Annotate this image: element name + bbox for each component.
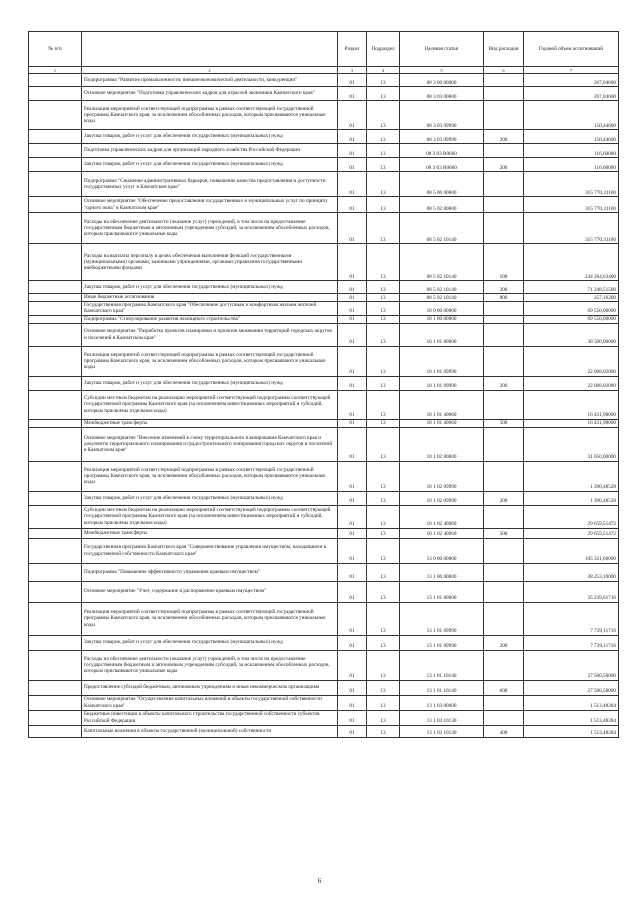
cell-section: 01 [338,130,367,144]
cell-name: Реализация мероприятий соответствующей подпрограммы в рамках соответствующей государственной программы Камчатского края, за исключением обособленных расходов, которым присваиваются уникальные коды [82,602,338,635]
cell-name: Закупка товаров, работ и услуг для обеспечения государственных (муниципальных) нужд [82,635,338,650]
cell-name: Межбюджетные трансферты [82,419,338,427]
cell-name: Реализация мероприятий соответствующей подпрограммы в рамках соответствующей государственной программы Камчатского края, за исключением обособленных расходов, которым присваиваются уникальные коды [82,101,338,130]
cell-name: Капитальные вложения в объекты государственной (муниципальной) собственности [82,725,338,737]
table-row [29,158,619,172]
cell-amount: 315 770,31100 [524,172,619,197]
cell-target-article: 13 1 01 10140 [400,650,484,680]
cell-amount: 150,44600 [524,101,619,130]
cell-name: Субсидии местным бюджетам на реализацию мероприятий соответствующей подпрограммы соответствующей государственной программы Камчатского края (за исключением инвестиционных мероприятий и субсидий, которым присвоены отдельные коды) [82,505,338,528]
cell-expense-type [484,315,524,323]
cell-target-article: 10 1 01 40060 [400,419,484,427]
table-row [29,315,619,323]
cell-name: Основное мероприятие "Обеспечение предоставления государственных и муниципальных услуг по принципу "одного окна" в Камчатском крае" [82,197,338,213]
cell-target-article: 13 1 01 09990 [400,602,484,635]
budget-table [28,31,619,738]
cell-number [29,172,82,197]
header-section: Раздел [338,32,367,67]
cell-number [29,74,82,87]
cell-section: 01 [338,101,367,130]
cell-subsection: 13 [367,505,400,528]
cell-subsection: 13 [367,74,400,87]
cell-target-article: 08 5 00 00000 [400,172,484,197]
cell-name: Основное мероприятие "Подготовка управленческих кадров для отраслей экономики Камчатского края" [82,87,338,101]
cell-section: 01 [338,172,367,197]
cell-target-article: 08 5 02 10140 [400,281,484,294]
table-row [29,725,619,737]
cell-subsection: 13 [367,581,400,602]
cell-subsection: 13 [367,158,400,172]
cell-target-article: 10 1 01 09990 [400,346,484,376]
table-row [29,323,619,346]
cell-number [29,302,82,316]
cell-amount: 35 239,61716 [524,581,619,602]
cell-number [29,87,82,101]
cell-amount: 27 500,50000 [524,650,619,680]
table-row [29,538,619,563]
table-row [29,563,619,581]
cell-name: Основное мероприятие "Осуществление капитальных вложений в объекты государственной собственности Камчатского края" [82,695,338,710]
cell-section: 01 [338,294,367,302]
cell-number [29,635,82,650]
cell-section: 01 [338,680,367,695]
cell-subsection: 13 [367,563,400,581]
page-number: 6 [317,877,322,885]
table-row [29,635,619,650]
table-row [29,213,619,244]
cell-expense-type: 800 [484,294,524,302]
cell-number [29,244,82,281]
cell-amount: 315 770,31100 [524,213,619,244]
cell-expense-type [484,538,524,563]
cell-expense-type [484,710,524,725]
cell-section: 01 [338,346,367,376]
cell-expense-type [484,461,524,491]
cell-number [29,315,82,323]
cell-amount: 22 068,02000 [524,376,619,390]
cell-amount: 150,44600 [524,130,619,144]
cell-section: 01 [338,74,367,87]
cell-expense-type [484,302,524,316]
table-row [29,294,619,302]
cell-name: Реализация мероприятий соответствующей подпрограммы в рамках соответствующей государственной программы Камчатского края, за исключением обособленных расходов, которым присваиваются уникальные коды [82,346,338,376]
cell-expense-type: 200 [484,158,524,172]
cell-amount: 31 050,00000 [524,427,619,461]
cell-subsection: 13 [367,294,400,302]
cell-amount: 38 253,10000 [524,563,619,581]
header-number: № п/п [29,32,82,67]
cell-amount: 27 500,50000 [524,680,619,695]
column-index: 1 [29,67,82,74]
table-row [29,244,619,281]
column-index: 7 [524,67,619,74]
cell-target-article: 10 1 02 09990 [400,491,484,505]
cell-name: Закупка товаров, работ и услуг для обеспечения государственных (муниципальных) нужд [82,376,338,390]
cell-expense-type [484,213,524,244]
cell-section: 01 [338,197,367,213]
cell-subsection: 13 [367,390,400,419]
cell-target-article: 10 1 01 00000 [400,323,484,346]
table-row [29,427,619,461]
table-row [29,172,619,197]
cell-section: 01 [338,538,367,563]
cell-number [29,390,82,419]
cell-target-article: 08 5 02 10140 [400,244,484,281]
column-index: 4 [367,67,400,74]
cell-name: Основное мероприятие "Учет, содержание и распоряжение краевым имуществом" [82,581,338,602]
header-annual-amount: Годовой объем ассигнований [524,32,619,67]
table-row [29,581,619,602]
cell-subsection: 13 [367,602,400,635]
table-row [29,602,619,635]
cell-amount: 1 390,48528 [524,491,619,505]
cell-number [29,538,82,563]
table-row [29,390,619,419]
cell-expense-type: 500 [484,528,524,538]
cell-section: 01 [338,144,367,158]
cell-section: 01 [338,213,367,244]
table-row [29,528,619,538]
cell-number [29,158,82,172]
cell-name: Подготовка управленческих кадров для организаций народного хозяйства Российской Федерации [82,144,338,158]
column-index-row [29,67,619,74]
cell-target-article: 10 1 01 40060 [400,390,484,419]
cell-section: 01 [338,528,367,538]
cell-expense-type [484,505,524,528]
cell-number [29,725,82,737]
cell-subsection: 13 [367,710,400,725]
cell-section: 01 [338,491,367,505]
cell-amount: 16 431,98000 [524,390,619,419]
cell-number [29,130,82,144]
cell-name: Подпрограмма "Снижение административных барьеров, повышение качества предоставления и доступности государственных услуг в Камчатском крае" [82,172,338,197]
table-row [29,197,619,213]
cell-amount: 1 513,48284 [524,710,619,725]
cell-subsection: 13 [367,725,400,737]
cell-section: 01 [338,158,367,172]
cell-expense-type [484,390,524,419]
cell-subsection: 13 [367,419,400,427]
table-row [29,491,619,505]
cell-amount: 71 248,51500 [524,281,619,294]
cell-section: 01 [338,602,367,635]
cell-amount: 1 513,48284 [524,725,619,737]
cell-expense-type [484,172,524,197]
cell-section: 01 [338,390,367,419]
cell-expense-type [484,650,524,680]
cell-target-article: 10 1 02 40060 [400,505,484,528]
cell-number [29,680,82,695]
cell-target-article: 10 1 02 40060 [400,528,484,538]
table-row [29,419,619,427]
cell-number [29,563,82,581]
cell-name: Закупка товаров, работ и услуг для обеспечения государственных (муниципальных) нужд [82,158,338,172]
cell-number [29,528,82,538]
cell-amount: 29 659,51472 [524,528,619,538]
cell-name: Государственная программа Камчатского края "Обеспечение доступным и комфортным жильем жителей Камчатского края" [82,302,338,316]
cell-subsection: 13 [367,101,400,130]
cell-amount: 22 068,02000 [524,346,619,376]
cell-expense-type: 200 [484,635,524,650]
cell-expense-type: 200 [484,491,524,505]
cell-name: Закупка товаров, работ и услуг для обеспечения государственных (муниципальных) нужд [82,130,338,144]
cell-amount: 105 331,60000 [524,538,619,563]
cell-number [29,505,82,528]
cell-subsection: 13 [367,130,400,144]
cell-amount: 1 390,48528 [524,461,619,491]
cell-target-article: 08 5 02 10140 [400,294,484,302]
column-index: 2 [82,67,338,74]
cell-number [29,710,82,725]
cell-expense-type [484,144,524,158]
cell-target-article: 13 1 03 10130 [400,710,484,725]
cell-subsection: 13 [367,197,400,213]
table-row [29,281,619,294]
table-row [29,346,619,376]
cell-name: Бюджетные инвестиции в объекты капитального строительства государственной собственности субъектов Российской Федерации [82,710,338,725]
table-row [29,650,619,680]
cell-target-article: 08 5 02 10140 [400,213,484,244]
cell-name: Основное мероприятие "Внесение изменений в схему территориального планирования Камчатского края и документы территориального планирования и градостроительного зонирования городских округов и поселений в Камчатском крае" [82,427,338,461]
cell-name: Иные бюджетные ассигнования [82,294,338,302]
cell-subsection: 13 [367,695,400,710]
cell-number [29,581,82,602]
cell-number [29,281,82,294]
cell-amount: 116,60000 [524,158,619,172]
cell-name: Подпрограмма "Повышение эффективности управления краевым имуществом" [82,563,338,581]
cell-section: 01 [338,244,367,281]
cell-section: 01 [338,635,367,650]
cell-expense-type: 600 [484,680,524,695]
cell-section: 01 [338,315,367,323]
cell-name: Межбюджетные трансферты [82,528,338,538]
cell-expense-type [484,323,524,346]
cell-expense-type [484,602,524,635]
cell-section: 01 [338,419,367,427]
cell-section: 01 [338,725,367,737]
cell-expense-type: 500 [484,419,524,427]
cell-section: 01 [338,461,367,491]
cell-target-article: 10 1 02 00000 [400,427,484,461]
cell-number [29,376,82,390]
cell-subsection: 13 [367,680,400,695]
cell-target-article: 13 1 00 00000 [400,563,484,581]
table-row [29,101,619,130]
cell-target-article: 10 1 02 09990 [400,461,484,491]
table-header [29,32,619,74]
cell-number [29,323,82,346]
cell-name: Расходы на обеспечение деятельности (оказание услуг) учреждений, в том числе на предоставление государственным бюджетным и автономным учреждениям субсидий, за исключением обособленных расходов, которым присваиваются уникальные коды [82,213,338,244]
cell-amount: 29 659,51472 [524,505,619,528]
header-expense-type: Вид расходов [484,32,524,67]
column-index: 6 [484,67,524,74]
cell-number [29,294,82,302]
cell-name: Подпрограмма "Стимулирование развития жилищного строительства" [82,315,338,323]
table-row [29,87,619,101]
cell-section: 01 [338,427,367,461]
cell-section: 01 [338,505,367,528]
cell-expense-type [484,74,524,87]
cell-target-article: 13 1 01 10140 [400,680,484,695]
cell-target-article: 13 1 03 00000 [400,695,484,710]
cell-name: Расходы на выплаты персоналу в целях обеспечения выполнения функций государственными (муниципальными) органами, казенными учреждениями, органами управления государственными внебюджетными фондами [82,244,338,281]
cell-subsection: 13 [367,323,400,346]
cell-amount: 116,60000 [524,144,619,158]
cell-number [29,197,82,213]
cell-expense-type: 100 [484,244,524,281]
cell-name: Закупка товаров, работ и услуг для обеспечения государственных (муниципальных) нужд [82,491,338,505]
cell-subsection: 13 [367,87,400,101]
cell-number [29,491,82,505]
cell-target-article: 10 0 00 00000 [400,302,484,316]
cell-subsection: 13 [367,528,400,538]
cell-expense-type [484,695,524,710]
table-row [29,376,619,390]
cell-amount: 315 770,31100 [524,197,619,213]
cell-amount: 257,16200 [524,294,619,302]
column-index: 3 [338,67,367,74]
cell-subsection: 13 [367,427,400,461]
cell-section: 01 [338,376,367,390]
cell-subsection: 13 [367,376,400,390]
cell-target-article: 10 1 00 00000 [400,315,484,323]
cell-subsection: 13 [367,302,400,316]
cell-amount: 38 500,00000 [524,323,619,346]
cell-subsection: 13 [367,213,400,244]
cell-expense-type: 200 [484,281,524,294]
cell-subsection: 13 [367,461,400,491]
cell-number [29,602,82,635]
cell-amount: 244 264,63400 [524,244,619,281]
cell-amount: 7 739,11716 [524,602,619,635]
cell-expense-type [484,87,524,101]
cell-name: Субсидии местным бюджетам на реализацию мероприятий соответствующей подпрограммы соответствующей государственной программы Камчатского края (за исключением инвестиционных мероприятий и субсидий, которым присвоены отдельные коды) [82,390,338,419]
cell-section: 01 [338,87,367,101]
cell-section: 01 [338,581,367,602]
cell-section: 01 [338,650,367,680]
cell-number [29,144,82,158]
cell-expense-type [484,563,524,581]
cell-amount: 7 739,11716 [524,635,619,650]
table-row [29,695,619,710]
cell-expense-type [484,346,524,376]
cell-subsection: 13 [367,315,400,323]
cell-expense-type: 200 [484,130,524,144]
cell-section: 01 [338,302,367,316]
cell-amount: 1 513,48284 [524,695,619,710]
cell-number [29,101,82,130]
cell-amount: 16 431,98000 [524,419,619,427]
cell-target-article: 13 1 01 00000 [400,581,484,602]
cell-section: 01 [338,281,367,294]
cell-number [29,213,82,244]
table-row [29,302,619,316]
cell-section: 01 [338,695,367,710]
cell-expense-type [484,197,524,213]
cell-subsection: 13 [367,635,400,650]
cell-target-article: 08 3 03 R0660 [400,158,484,172]
cell-section: 01 [338,563,367,581]
cell-amount: 267,04600 [524,87,619,101]
cell-target-article: 13 1 03 10130 [400,725,484,737]
cell-number [29,346,82,376]
cell-number [29,427,82,461]
table-row [29,710,619,725]
cell-number [29,650,82,680]
cell-name: Расходы на обеспечение деятельности (оказание услуг) учреждений, в том числе на предоставление государственным бюджетным и автономным учреждениям субсидий, за исключением обособленных расходов, которым присваиваются уникальные коды [82,650,338,680]
cell-expense-type [484,427,524,461]
cell-amount: 267,04600 [524,74,619,87]
cell-subsection: 13 [367,538,400,563]
cell-subsection: 13 [367,346,400,376]
table-row [29,461,619,491]
cell-subsection: 13 [367,650,400,680]
table-row [29,74,619,87]
cell-target-article: 13 1 01 09990 [400,635,484,650]
cell-expense-type: 400 [484,725,524,737]
cell-target-article: 08 3 03 00000 [400,87,484,101]
cell-subsection: 13 [367,491,400,505]
cell-section: 01 [338,710,367,725]
cell-name: Государственная программа Камчатского края "Совершенствование управления имуществом, находящимся в государственной собственности Камчатского края" [82,538,338,563]
header-name [82,32,338,67]
cell-name: Реализация мероприятий соответствующей подпрограммы в рамках соответствующей государственной программы Камчатского края, за исключением обособленных расходов, которым присваиваются уникальные коды [82,461,338,491]
cell-amount: 69 550,00000 [524,315,619,323]
header-target-article: Целевая статья [400,32,484,67]
cell-expense-type: 200 [484,376,524,390]
cell-amount: 69 550,00000 [524,302,619,316]
cell-number [29,419,82,427]
cell-expense-type [484,101,524,130]
cell-target-article: 08 5 02 00000 [400,197,484,213]
cell-name: Предоставление субсидий бюджетным, автономным учреждениям и иным некоммерческим организациям [82,680,338,695]
cell-target-article: 08 3 03 09990 [400,101,484,130]
cell-target-article: 08 3 00 00000 [400,74,484,87]
table-row [29,680,619,695]
table-row [29,144,619,158]
cell-name: Закупка товаров, работ и услуг для обеспечения государственных (муниципальных) нужд [82,281,338,294]
cell-subsection: 13 [367,144,400,158]
cell-number [29,695,82,710]
header-subsection: Подраздел [367,32,400,67]
cell-expense-type [484,581,524,602]
cell-name: Подпрограмма "Развитие промышленности, внешнеэкономической деятельности, конкуренции" [82,74,338,87]
cell-subsection: 13 [367,172,400,197]
cell-target-article: 13 0 00 00000 [400,538,484,563]
cell-subsection: 13 [367,244,400,281]
cell-target-article: 08 3 03 R0660 [400,144,484,158]
table-row [29,505,619,528]
table-row [29,130,619,144]
cell-section: 01 [338,323,367,346]
cell-target-article: 08 3 03 09990 [400,130,484,144]
cell-target-article: 10 1 01 09990 [400,376,484,390]
cell-subsection: 13 [367,281,400,294]
cell-number [29,461,82,491]
cell-name: Основное мероприятие "Разработка проектов планировки и проектов межевания территорий городских округов и поселений в Камчатском крае" [82,323,338,346]
column-index: 5 [400,67,484,74]
table-body [29,74,619,738]
